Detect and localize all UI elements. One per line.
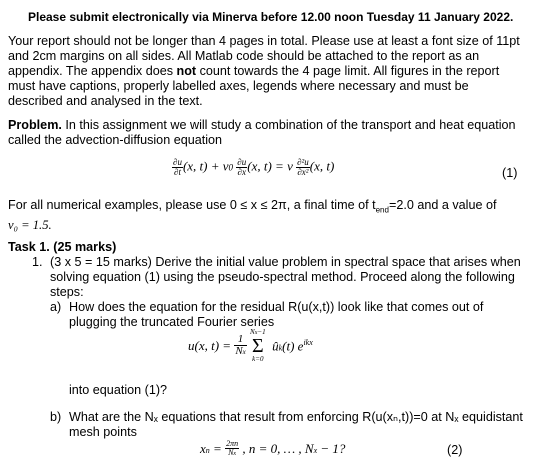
subitem-b-line: mesh points (69, 425, 137, 439)
one-over-nx: $\frac{1}{Nx}$ (235, 332, 246, 357)
examples-text: For all numerical examples, please use 0 ≤ x ≤ 2π, a final time of t (8, 198, 376, 212)
subitem-a (69, 300, 483, 330)
equation-1-number: (1) (502, 166, 518, 180)
page-header: Please submit electronically via Minerva before 12.00 noon Tuesday 11 January 2022. (28, 10, 514, 24)
equation-2: xn = $\frac{2\pi n}{Nx}$ , n = 0, … , Nx − 1? (200, 439, 346, 458)
dudx-fraction: $\frac{\partial u}{\partial x}$ (237, 157, 247, 177)
problem-line: called the advection-diffusion equation (8, 133, 223, 147)
subitem-a-after: into equation (1)? (69, 383, 168, 397)
subitem-b-label: b) (50, 410, 62, 424)
d2udx2-fraction: $\frac{\text{∂²u}}{\text{∂x²}}$ (297, 157, 309, 177)
subitem-b (69, 410, 523, 440)
intro-line: and 2cm margins on all sides. All Matlab code should be attached to the report as an (8, 49, 480, 63)
task1-title: Task 1. (25 marks) (8, 240, 117, 254)
subitem-a-line: How does the equation for the residual R(u(x,t)) look like that comes out of (69, 300, 484, 314)
problem-text: In this assignment we will study a combination of the transport and heat equation (61, 118, 516, 132)
examples-text: =2.0 and a value of (388, 198, 497, 212)
examples-paragraph (8, 198, 496, 233)
sum-symbol: Nx−1 Σ k=0 (250, 328, 266, 363)
intro-line: Your report should not be longer than 4 pages in total. Please use at least a font size of 11pt (8, 34, 520, 48)
task1-item (50, 255, 521, 300)
task1-line: (3 x 5 = 15 marks) Derive the initial value problem in spectral space that arises when (50, 255, 521, 269)
problem-paragraph (8, 118, 516, 148)
problem-label: Problem. (8, 118, 62, 132)
dudt-fraction: $\frac{\partial u}{\partial t}$ (173, 157, 182, 177)
intro-text: appendix. The appendix does (8, 64, 177, 78)
task1-line: solving equation (1) using the pseudo-spectral method. Proceed along the following (50, 270, 515, 284)
examples-line (8, 198, 496, 218)
mesh-fraction: $\frac{2\pi n}{Nx}$ (226, 439, 239, 458)
intro-line: must have captions, properly labelled axes, legends where necessary and must be (8, 79, 469, 93)
intro-line: described and analysed in the text. (8, 94, 203, 108)
v0-value: v₀ = 1.5. (8, 217, 52, 232)
subitem-b-line: What are the Nₓ equations that result from enforcing R(u(xₙ,t))=0 at Nₓ equidistant (69, 410, 523, 424)
task1-line: steps: (50, 285, 84, 299)
equation-1: $\frac{\partial u}{\partial t}$ (x, t) + v0 $\frac{\partial u}{\partial x}$ (x, t) = ν $\frac{\text{∂²u}}{\text{∂x²}}$ (x, t) (173, 157, 335, 177)
intro-bold: not (176, 64, 197, 78)
intro-paragraph (8, 34, 520, 109)
problem-line (8, 118, 516, 133)
fourier-series-equation: u(x, t) = $\frac{1}{Nx}$ Nx−1 Σ k=0 ûk(t) $e^{ikx}$ (188, 328, 313, 363)
intro-text: count towards the 4 page limit. All figures in the report (196, 64, 500, 78)
equation-2-number: (2) (447, 443, 463, 457)
intro-line (8, 64, 520, 79)
task1-item-number: 1. (32, 255, 43, 269)
subitem-a-line: plugging the truncated Fourier series (69, 315, 275, 329)
subitem-a-label: a) (50, 300, 62, 314)
tend-subscript: end (375, 205, 389, 215)
